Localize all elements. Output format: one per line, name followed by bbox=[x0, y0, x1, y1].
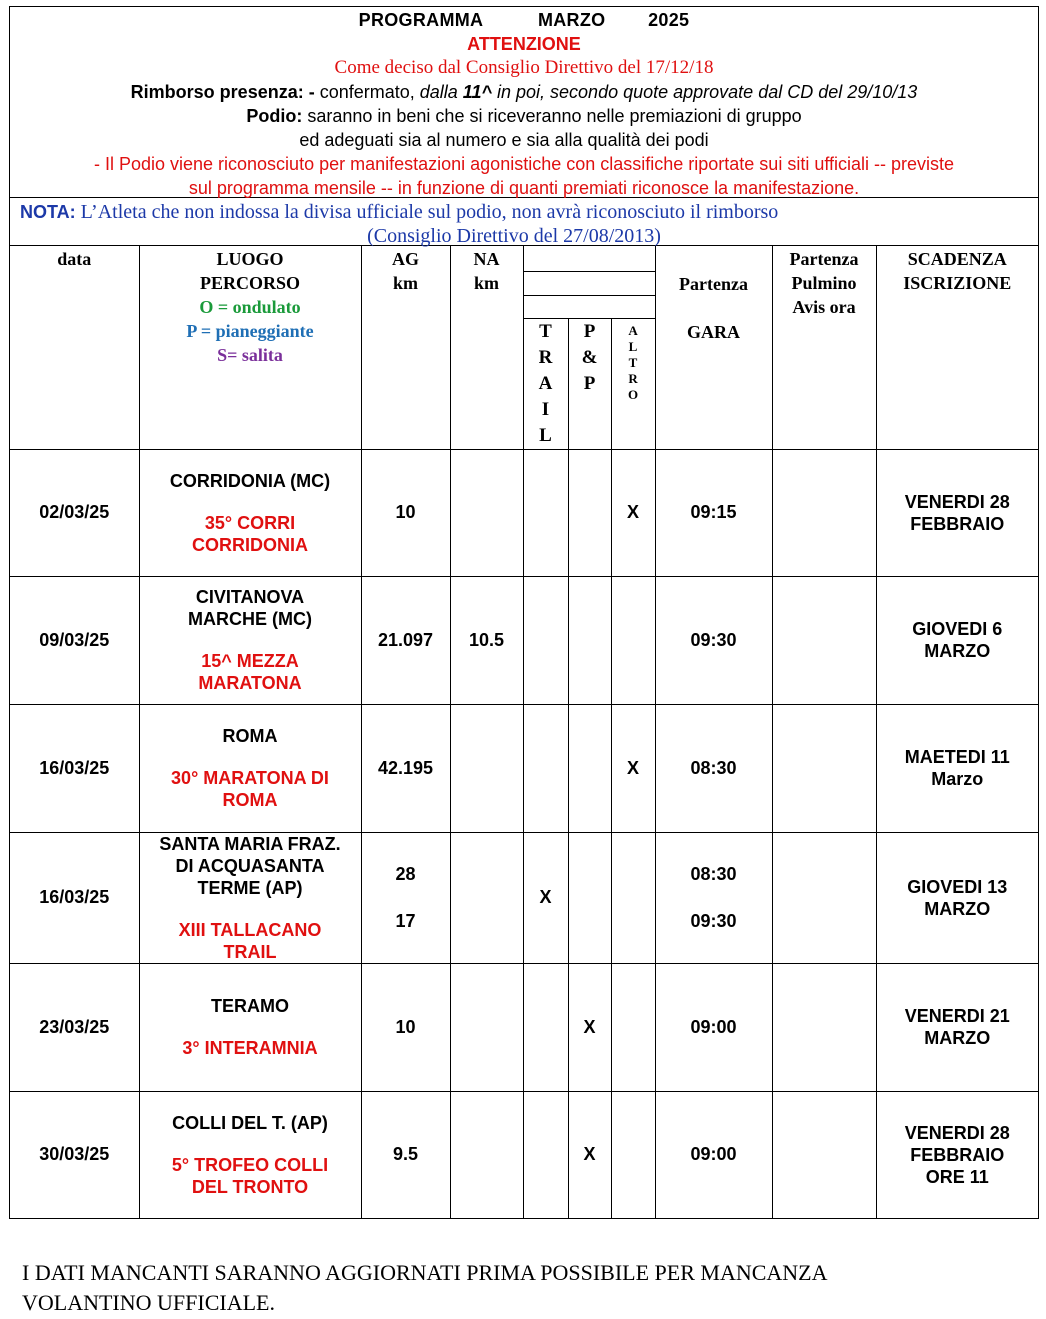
row-scadenza: VENERDI 28 FEBBRAIO ORE 11 bbox=[876, 1091, 1038, 1218]
row-place: COLLI DEL T. (AP) 5° TROFEO COLLI DEL TRONTO bbox=[139, 1091, 361, 1218]
podio-text: saranno in beni che si riceveranno nelle premiazioni di gruppo bbox=[302, 106, 802, 126]
row-altro bbox=[611, 1091, 655, 1218]
row-altro: X bbox=[611, 449, 655, 576]
row-pulmino bbox=[772, 1091, 876, 1218]
row-pulmino bbox=[772, 704, 876, 832]
header-row bbox=[10, 246, 1038, 271]
events-table bbox=[10, 246, 1038, 1218]
row-scadenza: GIOVEDI 6 MARZO bbox=[876, 576, 1038, 704]
podio-line bbox=[10, 104, 1038, 128]
table-row bbox=[10, 576, 1038, 704]
row-ag: 9.5 bbox=[361, 1091, 450, 1218]
row-place: ROMA 30° MARATONA DI ROMA bbox=[139, 704, 361, 832]
row-na bbox=[450, 832, 523, 963]
legend-ondulato: O = ondulato bbox=[199, 297, 301, 317]
title-programma: PROGRAMMA bbox=[358, 10, 484, 30]
row-gara: 09:00 bbox=[655, 963, 772, 1091]
row-pulmino bbox=[772, 576, 876, 704]
row-place: CORRIDONIA (MC) 35° CORRI CORRIDONIA bbox=[139, 449, 361, 576]
table-row bbox=[10, 963, 1038, 1091]
row-trail bbox=[523, 576, 568, 704]
table-row bbox=[10, 832, 1038, 963]
rimborso-label: Rimborso presenza: - bbox=[130, 82, 315, 102]
rimborso-italic-2: in poi, secondo quote approvate dal CD del 29/10/13 bbox=[492, 82, 918, 102]
row-trail bbox=[523, 963, 568, 1091]
row-trail bbox=[523, 449, 568, 576]
row-pulmino bbox=[772, 449, 876, 576]
title-month: MARZO bbox=[537, 10, 606, 30]
row-ag: 42.195 bbox=[361, 704, 450, 832]
row-place: SANTA MARIA FRAZ. DI ACQUASANTA TERME (AP) XIII TALLACANO TRAIL bbox=[139, 832, 361, 963]
col-na: NA km bbox=[450, 246, 523, 449]
col-ag: AG km bbox=[361, 246, 450, 449]
nota-text-2: (Consiglio Direttivo del 27/08/2013) bbox=[367, 225, 661, 247]
podio-line-2: ed adeguati sia al numero e sia alla qualità dei podi bbox=[299, 130, 709, 150]
row-pp: X bbox=[568, 1091, 611, 1218]
row-gara: 09:15 bbox=[655, 449, 772, 576]
row-altro bbox=[611, 832, 655, 963]
nota-text: L’Atleta che non indossa la divisa ufficiale sul podio, non avrà riconosciuto il rimborso bbox=[75, 201, 779, 223]
table-row bbox=[10, 1091, 1038, 1218]
title-year: 2025 bbox=[648, 10, 690, 30]
attention-heading: ATTENZIONE bbox=[467, 34, 581, 54]
col-trail: T R A I L bbox=[523, 318, 568, 449]
col-partenza-gara: Partenza GARA bbox=[655, 246, 772, 449]
luogo-label: LUOGO bbox=[216, 249, 284, 269]
podio-rule-1: - Il Podio viene riconosciuto per manifestazioni agonistiche con classifiche riportate sui siti ufficiali -- previste bbox=[93, 154, 955, 174]
blank-header-cell-3 bbox=[523, 295, 655, 318]
row-gara: 08:30 bbox=[655, 704, 772, 832]
legend-salita: S= salita bbox=[217, 345, 283, 365]
blank-header-cell-2 bbox=[523, 271, 655, 295]
footer-note bbox=[22, 1258, 828, 1318]
row-pp: X bbox=[568, 963, 611, 1091]
row-gara: 08:30 09:30 bbox=[655, 832, 772, 963]
row-ag: 10 bbox=[361, 449, 450, 576]
row-scadenza: VENERDI 21 MARZO bbox=[876, 963, 1038, 1091]
row-ag: 10 bbox=[361, 963, 450, 1091]
row-pp bbox=[568, 832, 611, 963]
row-date: 02/03/25 bbox=[10, 449, 139, 576]
row-scadenza: VENERDI 28 FEBBRAIO bbox=[876, 449, 1038, 576]
page-title bbox=[10, 8, 1038, 32]
percorso-label: PERCORSO bbox=[199, 273, 300, 293]
col-altro: A L T R O bbox=[611, 318, 655, 449]
nota-block bbox=[10, 198, 1038, 246]
row-pp bbox=[568, 449, 611, 576]
row-gara: 09:00 bbox=[655, 1091, 772, 1218]
programma-document bbox=[9, 6, 1039, 1219]
row-date: 09/03/25 bbox=[10, 576, 139, 704]
row-trail bbox=[523, 1091, 568, 1218]
header-block bbox=[10, 7, 1038, 198]
row-na bbox=[450, 1091, 523, 1218]
footer-line-1: I DATI MANCANTI SARANNO AGGIORNATI PRIMA POSSIBILE PER MANCANZA bbox=[22, 1260, 828, 1285]
col-scadenza: SCADENZA ISCRIZIONE bbox=[876, 246, 1038, 449]
podio-label: Podio: bbox=[246, 106, 303, 126]
row-place: CIVITANOVA MARCHE (MC) 15^ MEZZA MARATONA bbox=[139, 576, 361, 704]
row-date: 23/03/25 bbox=[10, 963, 139, 1091]
decision-line: Come deciso dal Consiglio Direttivo del 17/12/18 bbox=[334, 57, 714, 78]
row-ag: 28 17 bbox=[361, 832, 450, 963]
row-scadenza: GIOVEDI 13 MARZO bbox=[876, 832, 1038, 963]
table-row bbox=[10, 449, 1038, 576]
rimborso-bold: 11^ bbox=[462, 82, 492, 102]
row-na bbox=[450, 963, 523, 1091]
row-date: 16/03/25 bbox=[10, 704, 139, 832]
row-na bbox=[450, 704, 523, 832]
row-scadenza: MAETEDI 11 Marzo bbox=[876, 704, 1038, 832]
rimborso-italic: dalla bbox=[419, 82, 463, 102]
nota-label: NOTA: bbox=[20, 202, 76, 222]
row-na: 10.5 bbox=[450, 576, 523, 704]
row-pp bbox=[568, 576, 611, 704]
row-trail bbox=[523, 704, 568, 832]
row-pulmino bbox=[772, 832, 876, 963]
rimborso-line bbox=[10, 80, 1038, 104]
row-altro bbox=[611, 576, 655, 704]
legend-pianeggiante: P = pianeggiante bbox=[186, 321, 314, 341]
row-date: 16/03/25 bbox=[10, 832, 139, 963]
row-place: TERAMO 3° INTERAMNIA bbox=[139, 963, 361, 1091]
table-row bbox=[10, 704, 1038, 832]
row-gara: 09:30 bbox=[655, 576, 772, 704]
row-altro bbox=[611, 963, 655, 1091]
podio-rule-2: sul programma mensile -- in funzione di quanti premiati riconosce la manifestazione. bbox=[188, 178, 860, 198]
row-date: 30/03/25 bbox=[10, 1091, 139, 1218]
row-pp bbox=[568, 704, 611, 832]
row-na bbox=[450, 449, 523, 576]
col-data: data bbox=[10, 246, 139, 449]
row-ag: 21.097 bbox=[361, 576, 450, 704]
row-altro: X bbox=[611, 704, 655, 832]
col-luogo bbox=[139, 246, 361, 449]
rimborso-text: confermato, bbox=[314, 82, 420, 102]
row-trail: X bbox=[523, 832, 568, 963]
col-pp: P & P bbox=[568, 318, 611, 449]
blank-header-cell-1 bbox=[523, 246, 655, 271]
col-pulmino: Partenza Pulmino Avis ora bbox=[772, 246, 876, 449]
row-pulmino bbox=[772, 963, 876, 1091]
footer-line-2: VOLANTINO UFFICIALE. bbox=[22, 1290, 275, 1315]
